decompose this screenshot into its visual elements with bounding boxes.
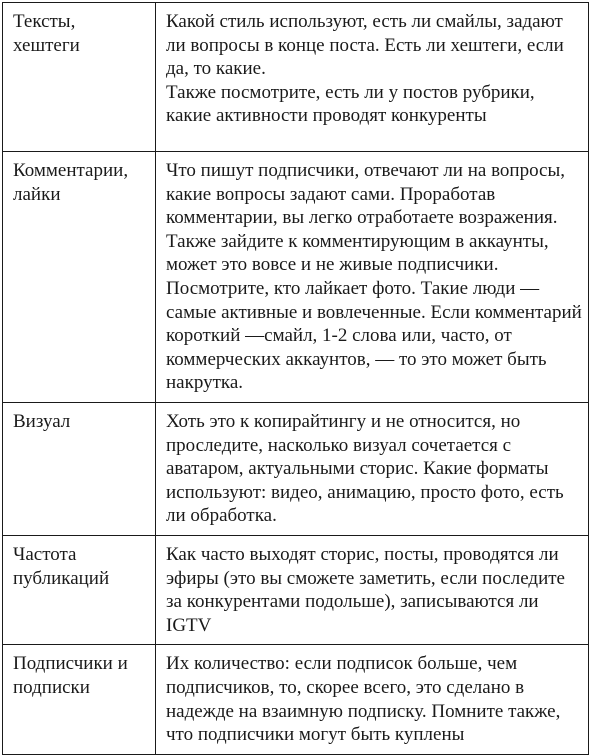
row-label-cell (3, 535, 156, 644)
table-row (3, 3, 589, 152)
row-label-cell (3, 152, 156, 403)
table-row (3, 152, 589, 403)
table-row (3, 403, 589, 536)
row-label: Тексты, хештеги (13, 11, 80, 56)
row-label: Визуал (13, 411, 71, 432)
row-text: Какой стиль используют, есть ли смайлы, задают ли вопросы в конце поста. Есть ли хештеги, если да, то какие. Также посмотрите, есть ли у постов рубрики, какие активности проводят конкуренты (166, 11, 564, 127)
row-text: Хоть это к копирайтингу и не относится, но проследите, насколько визуал сочетается с аватаром, актуальными сторис. Какие форматы используют: видео, анимацию, просто фото, есть ли обработка. (166, 411, 564, 527)
row-label-cell (3, 403, 156, 536)
row-text-cell (156, 535, 589, 644)
row-label-cell (3, 645, 156, 754)
row-text-cell (156, 645, 589, 754)
row-text-cell (156, 403, 589, 536)
row-label-cell (3, 3, 156, 152)
row-label: Частота публикаций (13, 543, 110, 589)
row-label: Комментарии, лайки (13, 160, 129, 205)
table-row (3, 535, 589, 644)
row-label: Подписчики и подписки (13, 653, 128, 698)
table-row (3, 645, 589, 754)
row-text: Что пишут подписчики, отвечают ли на вопросы, какие вопросы задают сами. Проработав комментарии, вы легко отработаете возражения. Также зайдите к комментирующим в аккаунты, может это вовсе и не живые подписчики. Посмотрите, кто лайкает фото. Такие люди — самые активные и вовлеченные. Если комментарий короткий —смайл, 1-2 слова или, часто, от коммерческих аккаунтов, — то это может быть накрутка. (166, 160, 582, 394)
row-text: Их количество: если подписок больше, чем подписчиков, то, скорее всего, это сделано в надежде на взаимную подписку. Помните также, что подписчики могут быть куплены (166, 653, 561, 746)
row-text-cell (156, 152, 589, 403)
row-text: Как часто выходят сторис, посты, проводятся ли эфиры (это вы сможете заметить, если последите за конкурентами подольше), записываются ли IGTV (166, 543, 565, 636)
row-text-cell (156, 3, 589, 152)
competitor-analysis-table (2, 2, 589, 755)
